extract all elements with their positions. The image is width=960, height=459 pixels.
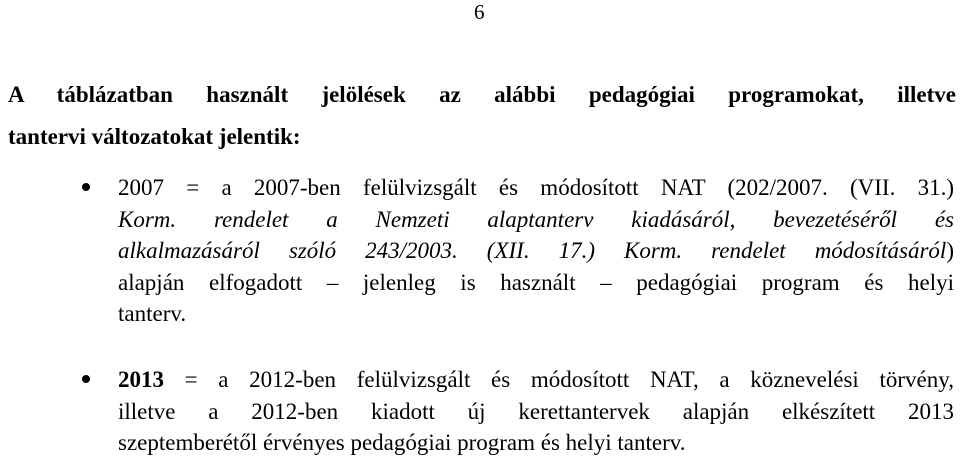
bullet-line: [118, 298, 954, 330]
bullet-line: [118, 396, 954, 428]
text-run: 2013: [118, 367, 164, 392]
bullet-dot-icon: [82, 375, 90, 383]
bullet-text-2007: [118, 172, 954, 330]
bullet-line: [118, 172, 954, 204]
bullet-dot-icon: [82, 183, 90, 191]
text-run: = a 2012-ben felülvizsgált és módosított NAT, a köznevelési törvény,: [164, 367, 954, 392]
text-run: ): [946, 238, 954, 263]
bullet-line: [118, 427, 954, 459]
text-run: szeptemberétől érvényes pedagógiai program és helyi tanterv.: [118, 430, 686, 455]
bullet-text-2013: [118, 364, 954, 459]
text-run: Korm. rendelet a Nemzeti alaptanterv kiadásáról, bevezetéséről és: [118, 206, 954, 232]
bullet-line: [118, 204, 954, 236]
text-run: tanterv.: [118, 301, 187, 326]
heading-line-1: A táblázatban használt jelölések az alábbi pedagógiai programokat, illetve: [8, 82, 956, 107]
text-run: alapján elfogadott – jelenleg is használt – pedagógiai program és helyi: [118, 269, 954, 295]
text-run: 2007 = a 2007-ben felülvizsgált és módosított NAT (202/2007. (VII. 31.): [118, 175, 954, 200]
bullet-line: [118, 364, 954, 396]
text-run: alkalmazásáról szóló 243/2003. (XII. 17.) Korm. rendelet módosításáról: [118, 238, 947, 263]
page-number: 6: [474, 0, 485, 24]
bullet-line: [118, 235, 954, 267]
heading-line-2: tantervi változatokat jelentik:: [8, 124, 301, 149]
bullet-line: [118, 267, 954, 299]
section-heading: [8, 74, 956, 158]
text-run: illetve a 2012-ben kiadott új kerettantervek alapján elkészített 2013: [118, 398, 954, 424]
